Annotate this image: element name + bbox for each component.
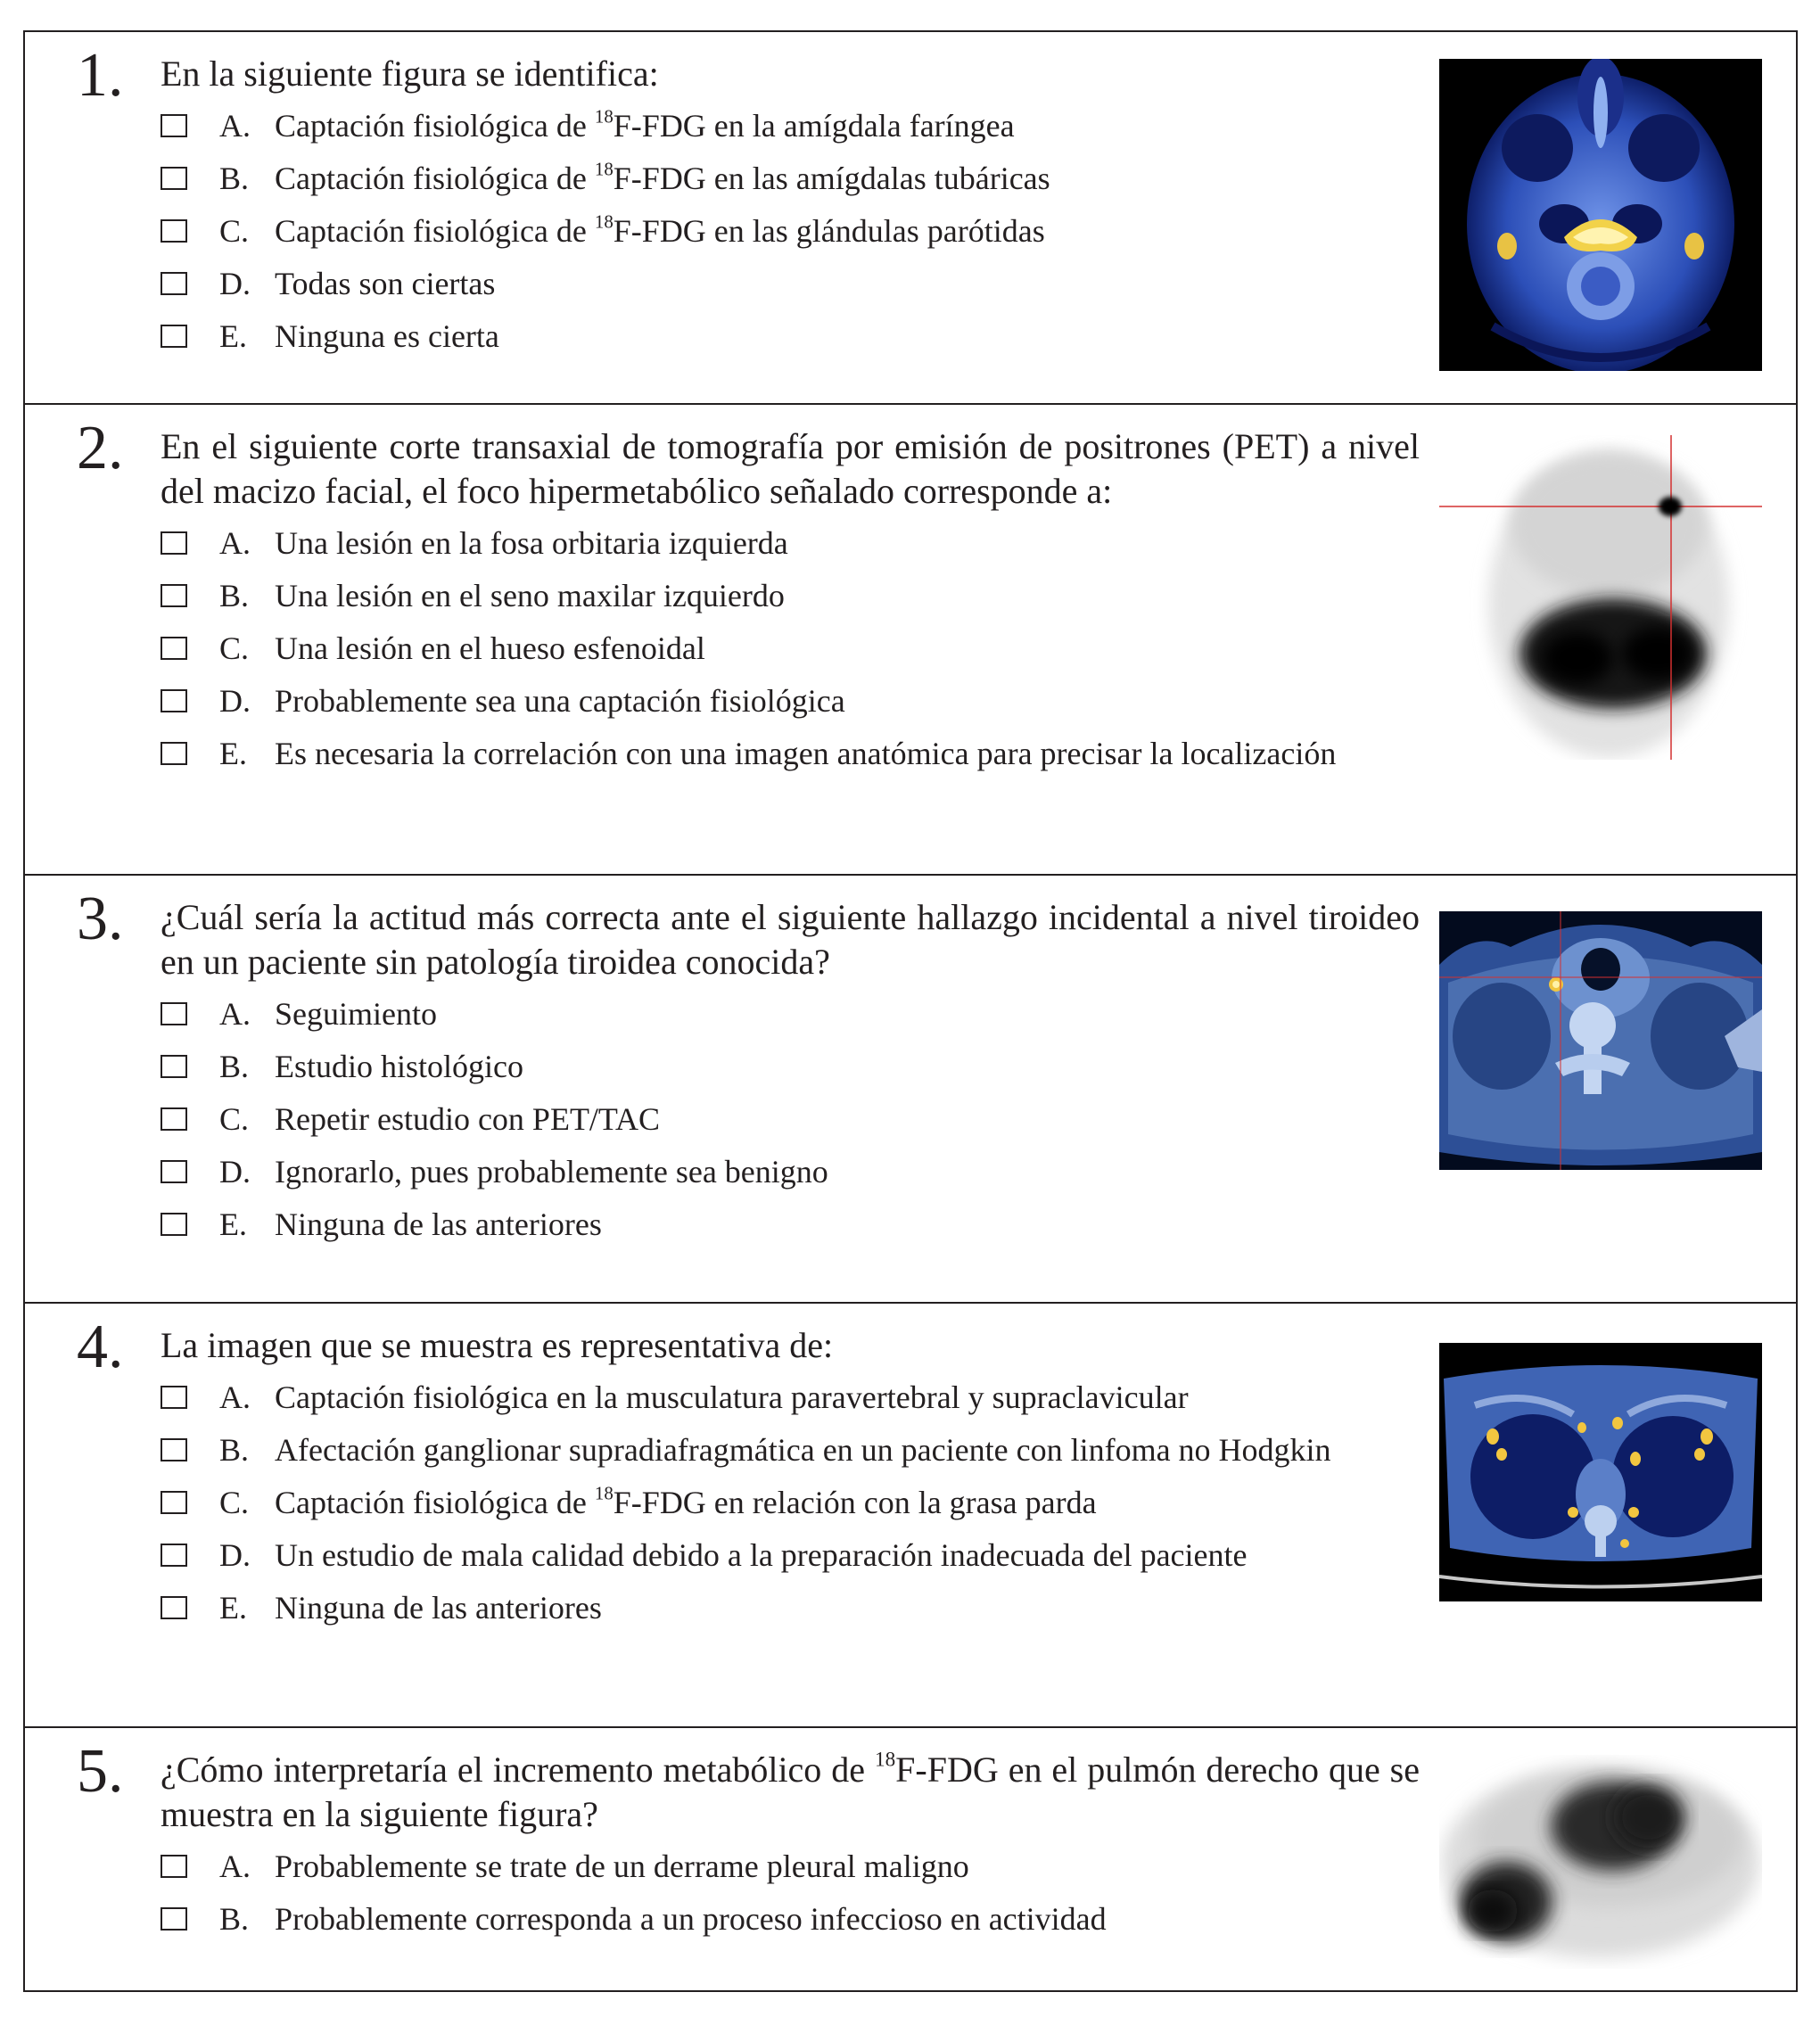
- option-letter: A.: [219, 525, 251, 561]
- checkbox[interactable]: [161, 167, 187, 190]
- option-letter: A.: [219, 1379, 251, 1415]
- option-letter: B.: [219, 578, 250, 613]
- option-letter: A.: [219, 108, 251, 144]
- checkbox[interactable]: [161, 637, 187, 660]
- question-2: [25, 403, 1796, 874]
- option-letter: E.: [219, 736, 247, 771]
- checkbox[interactable]: [161, 272, 187, 295]
- option-letter: A.: [219, 1848, 251, 1884]
- option-text: Un estudio de mala calidad debido a la preparación inadecuada del paciente: [275, 1537, 1248, 1573]
- option-text: Captación fisiológica de $^{18}$F-FDG en relación con la grasa parda: [275, 1482, 1097, 1520]
- option-d[interactable]: [161, 1535, 1420, 1576]
- option-letter: D.: [219, 266, 251, 301]
- question-number: 3.: [77, 885, 124, 953]
- option-a[interactable]: [161, 993, 1420, 1034]
- checkbox[interactable]: [161, 742, 187, 765]
- option-c[interactable]: [161, 1482, 1420, 1523]
- option-text: Ninguna de las anteriores: [275, 1590, 602, 1626]
- option-d[interactable]: [161, 680, 1420, 721]
- quiz-page: [23, 30, 1798, 1992]
- checkbox[interactable]: [161, 1213, 187, 1236]
- option-text: Es necesaria la correlación con una imagen anatómica para precisar la localización: [275, 736, 1337, 771]
- option-e[interactable]: [161, 733, 1420, 774]
- option-letter: B.: [219, 1901, 250, 1937]
- option-e[interactable]: [161, 316, 1420, 357]
- option-text: Repetir estudio con PET/TAC: [275, 1101, 661, 1137]
- option-letter: D.: [219, 1154, 251, 1190]
- option-text: Una lesión en el hueso esfenoidal: [275, 630, 705, 666]
- question-number: 1.: [77, 41, 124, 110]
- option-letter: B.: [219, 161, 250, 196]
- option-a[interactable]: [161, 1377, 1420, 1418]
- option-letter: B.: [219, 1049, 250, 1084]
- checkbox[interactable]: [161, 114, 187, 137]
- checkbox[interactable]: [161, 1491, 187, 1514]
- option-d[interactable]: [161, 1151, 1420, 1192]
- option-text: Todas son ciertas: [275, 266, 496, 301]
- option-letter: E.: [219, 318, 247, 354]
- option-letter: A.: [219, 996, 251, 1032]
- option-text: Ignorarlo, pues probablemente sea benigno: [275, 1154, 828, 1190]
- option-e[interactable]: [161, 1587, 1420, 1628]
- option-c[interactable]: [161, 210, 1420, 251]
- option-text: Captación fisiológica de $^{18}$F-FDG en las glándulas parótidas: [275, 210, 1045, 249]
- question-stem: En la siguiente figura se identifica:: [161, 54, 659, 94]
- checkbox[interactable]: [161, 219, 187, 243]
- option-c[interactable]: [161, 1099, 1420, 1140]
- option-letter: D.: [219, 1537, 251, 1573]
- option-letter: E.: [219, 1590, 247, 1626]
- pet-facial-transaxial-image: [1439, 435, 1762, 760]
- checkbox[interactable]: [161, 1055, 187, 1078]
- option-text: Estudio histológico: [275, 1049, 523, 1084]
- option-a[interactable]: [161, 105, 1420, 146]
- pet-ct-head-axial-image: [1439, 59, 1762, 371]
- option-letter: E.: [219, 1206, 247, 1242]
- option-text: Captación fisiológica de $^{18}$F-FDG en las amígdalas tubáricas: [275, 158, 1050, 196]
- option-a[interactable]: [161, 1846, 1420, 1887]
- question-4: [25, 1302, 1796, 1726]
- option-a[interactable]: [161, 523, 1420, 564]
- checkbox[interactable]: [161, 1438, 187, 1461]
- option-text: Captación fisiológica de $^{18}$F-FDG en la amígdala faríngea: [275, 105, 1015, 144]
- option-b[interactable]: [161, 1046, 1420, 1087]
- option-text: Afectación ganglionar supradiafragmática en un paciente con linfoma no Hodgkin: [275, 1432, 1331, 1468]
- option-letter: C.: [219, 1101, 250, 1137]
- checkbox[interactable]: [161, 1855, 187, 1878]
- checkbox[interactable]: [161, 325, 187, 348]
- option-b[interactable]: [161, 1898, 1420, 1939]
- option-text: Seguimiento: [275, 996, 437, 1032]
- checkbox[interactable]: [161, 1596, 187, 1619]
- question-1: [25, 32, 1796, 403]
- checkbox[interactable]: [161, 1907, 187, 1931]
- option-text: Ninguna es cierta: [275, 318, 499, 354]
- checkbox[interactable]: [161, 1002, 187, 1025]
- option-text: Una lesión en la fosa orbitaria izquierda: [275, 525, 788, 561]
- question-5: [25, 1726, 1796, 1990]
- question-stem: La imagen que se muestra es representativa de:: [161, 1325, 834, 1365]
- option-text: Captación fisiológica en la musculatura paravertebral y supraclavicular: [275, 1379, 1189, 1415]
- option-b[interactable]: [161, 575, 1420, 616]
- pet-ct-thorax-axial-image: [1439, 1343, 1762, 1601]
- question-stem: ¿Cómo interpretaría el incremento metabólico de $^{18}$F-FDG en el pulmón derecho que se muestra en la siguiente figura?: [161, 1748, 1421, 1834]
- checkbox[interactable]: [161, 584, 187, 607]
- option-letter: C.: [219, 213, 250, 249]
- question-stem: ¿Cuál sería la actitud más correcta ante el siguiente hallazgo incidental a nivel tiroideo en un paciente sin patología tiroidea conocida?: [161, 897, 1420, 982]
- option-text: Ninguna de las anteriores: [275, 1206, 602, 1242]
- option-b[interactable]: [161, 158, 1420, 199]
- option-text: Probablemente corresponda a un proceso infeccioso en actividad: [275, 1901, 1107, 1937]
- option-letter: C.: [219, 630, 250, 666]
- checkbox[interactable]: [161, 1107, 187, 1131]
- option-letter: B.: [219, 1432, 250, 1468]
- checkbox[interactable]: [161, 531, 187, 555]
- pet-ct-neck-axial-image: [1439, 911, 1762, 1170]
- option-text: Una lesión en el seno maxilar izquierdo: [275, 578, 785, 613]
- option-e[interactable]: [161, 1204, 1420, 1245]
- option-b[interactable]: [161, 1429, 1420, 1470]
- question-number: 4.: [77, 1313, 124, 1381]
- checkbox[interactable]: [161, 1160, 187, 1183]
- option-text: Probablemente sea una captación fisiológica: [275, 683, 845, 719]
- option-c[interactable]: [161, 628, 1420, 669]
- checkbox[interactable]: [161, 1544, 187, 1567]
- option-d[interactable]: [161, 263, 1420, 304]
- question-number: 5.: [77, 1737, 124, 1806]
- option-letter: D.: [219, 683, 251, 719]
- question-stem: En el siguiente corte transaxial de tomografía por emisión de positrones (PET) a nivel del macizo facial, el foco hipermetabólico señalado corresponde a:: [161, 426, 1420, 511]
- checkbox[interactable]: [161, 689, 187, 712]
- option-letter: C.: [219, 1485, 250, 1520]
- option-text: Probablemente se trate de un derrame pleural maligno: [275, 1848, 969, 1884]
- pet-lung-axial-image: [1439, 1755, 1762, 1969]
- question-3: [25, 874, 1796, 1302]
- checkbox[interactable]: [161, 1386, 187, 1409]
- question-number: 2.: [77, 414, 124, 482]
